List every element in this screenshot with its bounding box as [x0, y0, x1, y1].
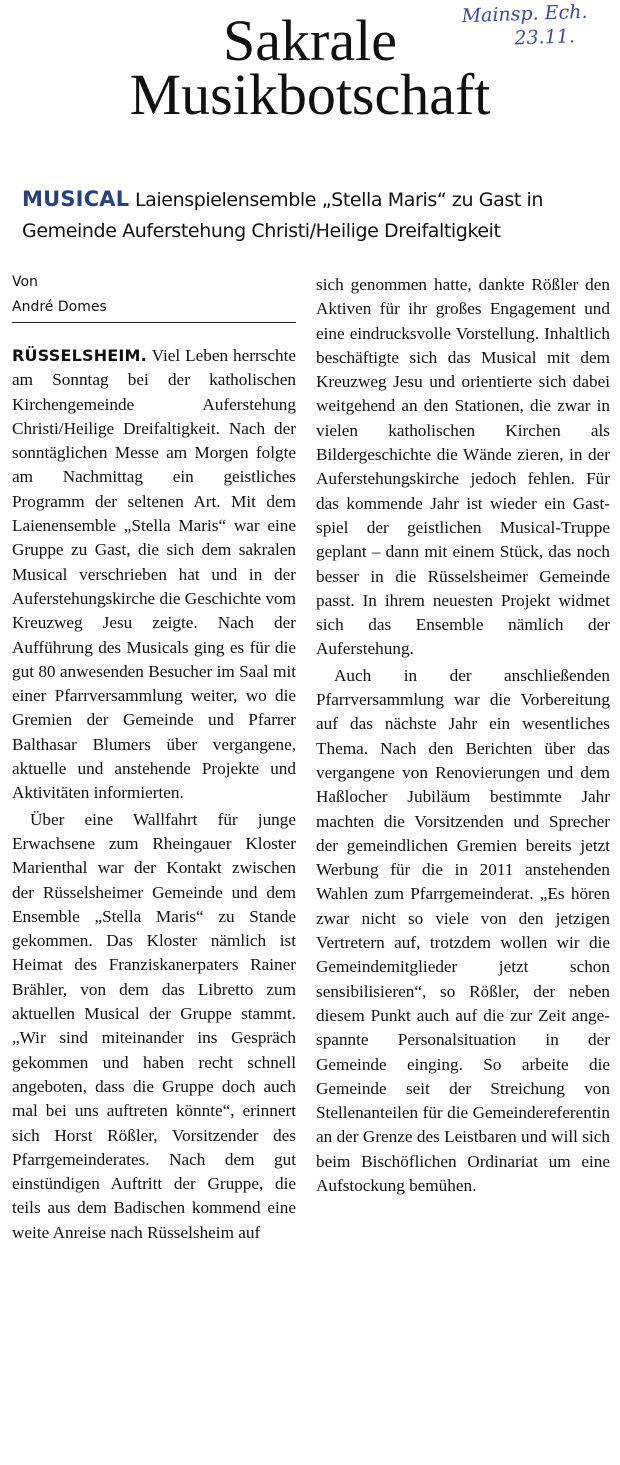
article-column-right — [316, 273, 610, 1198]
headline-line-1: Sakrale — [223, 8, 397, 73]
section-kicker: MUSICAL — [22, 187, 130, 211]
handnote-date: 23.11. — [514, 25, 576, 50]
article-paragraph: Über eine Wallfahrt für junge Erwachsene zum Rheingauer Kloster Marienthal war der Kontakt zwischen der Rüsselsheimer Gemeinde und dem Ensemble „Stella Maris“ zu Stande gekommen. Das Kloster nämlich ist Heimat des Franziskanerpaters Rainer Brähler, von dem das Libretto zum aktuellen Musical der Gruppe stammt. „Wir sind miteinander ins Gespräch gekommen und haben recht schnell angeboten, dass die Gruppe doch auch mal bei uns auftreten könnte“, erinnert sich Horst Rößler, Vorsitzender des Pfarrgemeinderates. Nach dem gut einstündigen Auftritt der Gruppe, die teils aus dem Badischen kommend eine weite Anreise nach Rüsselsheim auf — [12, 809, 296, 1242]
article-paragraph: sich genommen hatte, dankte Rößler den Aktiven für ihr großes Engagement und eine eindrucksvolle Vorstellung. Inhaltlich beschäftigte sich das Musical mit dem Kreuzweg Jesu und orientierte sich dabei weitgehend an den Stationen, die zwar in vielen katholischen Kirchen als Bildergeschichte die Wände zieren, in der Auferstehungskirche jedoch fehlen. Für das kommende Jahr ist wieder ein Gastspiel der geistlichen Musical-Truppe geplant – dann mit einem Stück, das noch besser in die Rüsselsheimer Gemeinde passt. In ihrem neuesten Projekt widmet sich das Ensemble nämlich der Auferstehung. — [316, 275, 610, 659]
byline — [12, 270, 296, 323]
article-column-left — [12, 344, 296, 1245]
headline-line-2: Musikbotschaft — [129, 62, 491, 127]
handnote-source: Mainsp. Ech. — [461, 0, 588, 28]
headline — [0, 8, 620, 127]
byline-prefix: Von — [12, 274, 38, 290]
dateline: RÜSSELSHEIM. — [12, 346, 147, 365]
subheadline-text: Laienspielensemble „Stella Maris“ zu Gast in Gemeinde Auferstehung Christi/Heilige Dreifaltigkeit — [22, 189, 544, 242]
paragraph-text: Viel Leben herrschte am Sonntag bei der katholischen Kirchengemeinde Auferstehung Christi/Heilige Dreifaltigkeit. Nach der sonntäglichen Messe am Morgen folgte am Nachmittag ein geistliches Programm der seltenen Art. Mit dem Laienensemble „Stella Maris“ war eine Gruppe zu Gast, die sich dem sakralen Musical verschrieben hat und in der Auferstehungskirche die Geschichte vom Kreuzweg Jesu zeigte. Nach der Aufführung des Musicals ging es für die gut 80 anwesenden Besucher im Saal mit einer Pfarrversammlung weiter, wo die Gremien der Gemeinde und Pfarrer Balthasar Blumers über vergangene, aktuelle und anstehende Projekte und Aktivitäten informierten. — [12, 346, 296, 803]
article-paragraph: Auch in der anschließenden Pfarrversammlung war die Vorbereitung auf das nächste Jahr ein wesentliches Thema. Nach den Berichten über das vergangene von Renovierungen und dem Haßlocher Jubiläum bestimmte Jahr machten die Vorsitzenden und Sprecher der gemeindlichen Gremien bereits jetzt Werbung für die in 2011 anstehenden Wahlen zum Pfarrgemeinderat. „Es hören zwar nicht so viele von den jetzigen Vertretern auf, trotzdem wollen wir die Gemeindemitglieder jetzt schon sensibilisieren“, so Rößler, der neben diesem Punkt auch auf die zur Zeit angespannte Personalsituation in der Gemeinde einging. So arbeite die Gemeinde seit der Streichung von Stellenanteilen für die Gemeindereferentin an der Grenze des Leistbaren und will sich beim Bischöflichen Ordinariat um eine Aufstockung bemühen. — [316, 665, 610, 1195]
byline-author: André Domes — [12, 299, 107, 315]
article-paragraph — [12, 344, 296, 806]
subheadline — [22, 184, 612, 247]
